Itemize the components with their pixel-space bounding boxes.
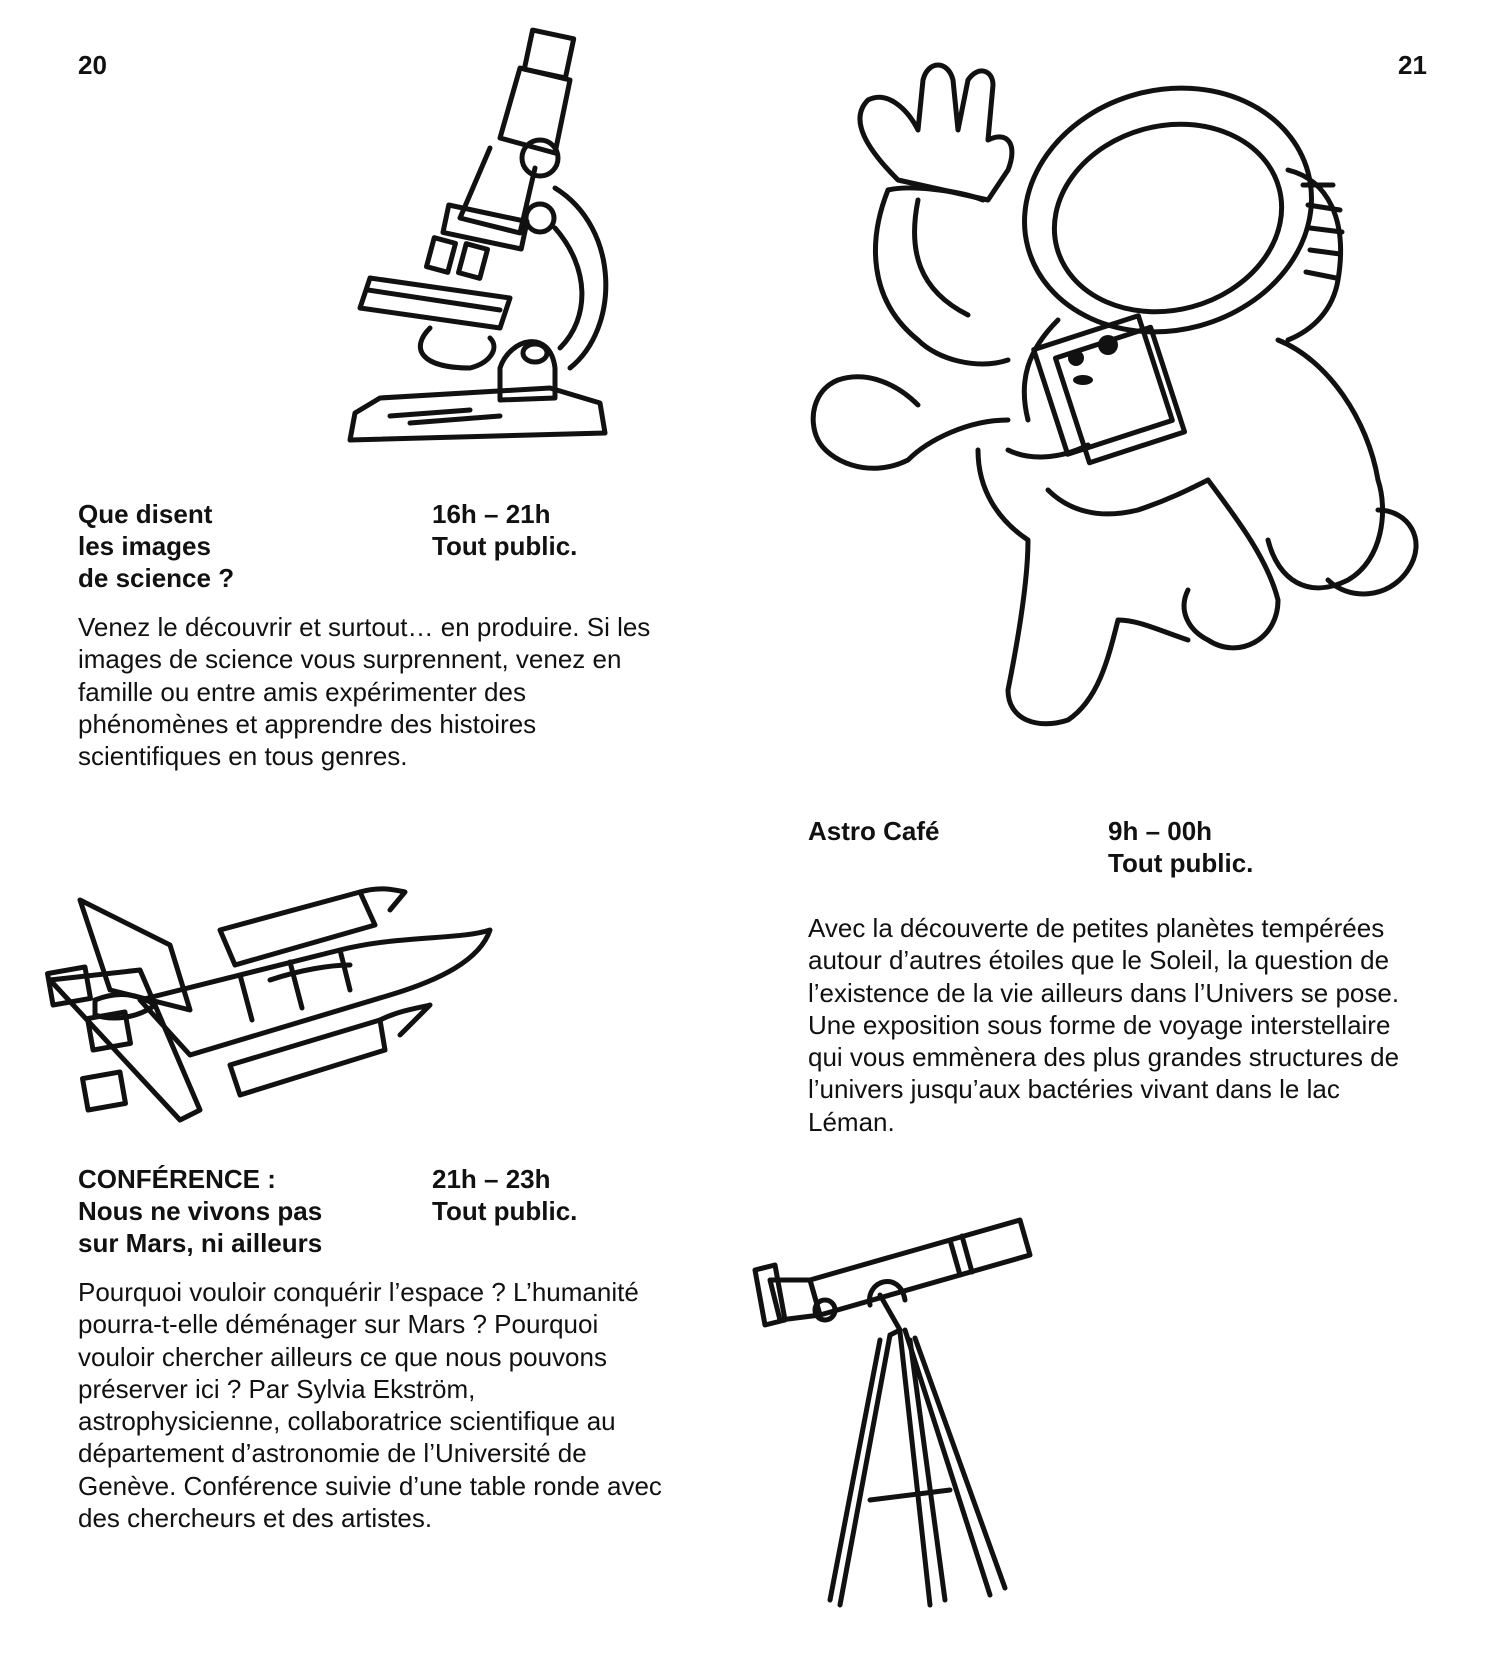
event-title-images-science: Que disent les images de science ? [78,499,235,593]
event-description-conference: Pourquoi vouloir conquérir l’espace ? L’humanité pourra-t-elle déménager sur Mars ? Pourquoi vouloir chercher ailleurs ce que nous pouvons préserver ici ? Par Sylvia Ekström, astrophysicienne, collaboratrice scientifique au département d’astronomie de l’Université de Genève. Conférence suivie d’une table ronde avec des chercheurs et des artistes. [78,1277,662,1534]
telescope-icon [750,1210,1050,1630]
event-title-astro-cafe: Astro Café [808,816,940,846]
event-time-conference: 21h – 23h [432,1164,551,1194]
microscope-icon [350,28,640,468]
page-number-right: 21 [1398,50,1427,80]
event-audience-images-science: Tout public. [432,531,578,561]
event-description-astro-cafe: Avec la découverte de petites planètes tempérées autour d’autres étoiles que le Soleil, la question de l’existence de la vie ailleurs dans l’Univers se pose. Une exposition sous forme de voyage interstellaire qui vous emmènera des plus grandes structures de l’univers jusqu’aux bactéries vivant dans le lac Léman. [808,913,1400,1137]
event-time-astro-cafe: 9h – 00h [1108,816,1213,846]
space-shuttle-icon [40,870,500,1140]
page-number-left: 20 [78,50,107,80]
event-description-images-science: Venez le découvrir et surtout… en produire. Si les images de science vous surprennent, venez en famille ou entre amis expérimenter des phénomènes et apprendre des histoires scientifiques en tous genres. [78,612,651,772]
event-title-conference: CONFÉRENCE : Nous ne vivons pas sur Mars, ni ailleurs [78,1164,323,1258]
event-time-images-science: 16h – 21h [432,499,551,529]
event-audience-astro-cafe: Tout public. [1108,848,1254,878]
astronaut-icon [808,40,1448,760]
event-audience-conference: Tout public. [432,1196,578,1226]
